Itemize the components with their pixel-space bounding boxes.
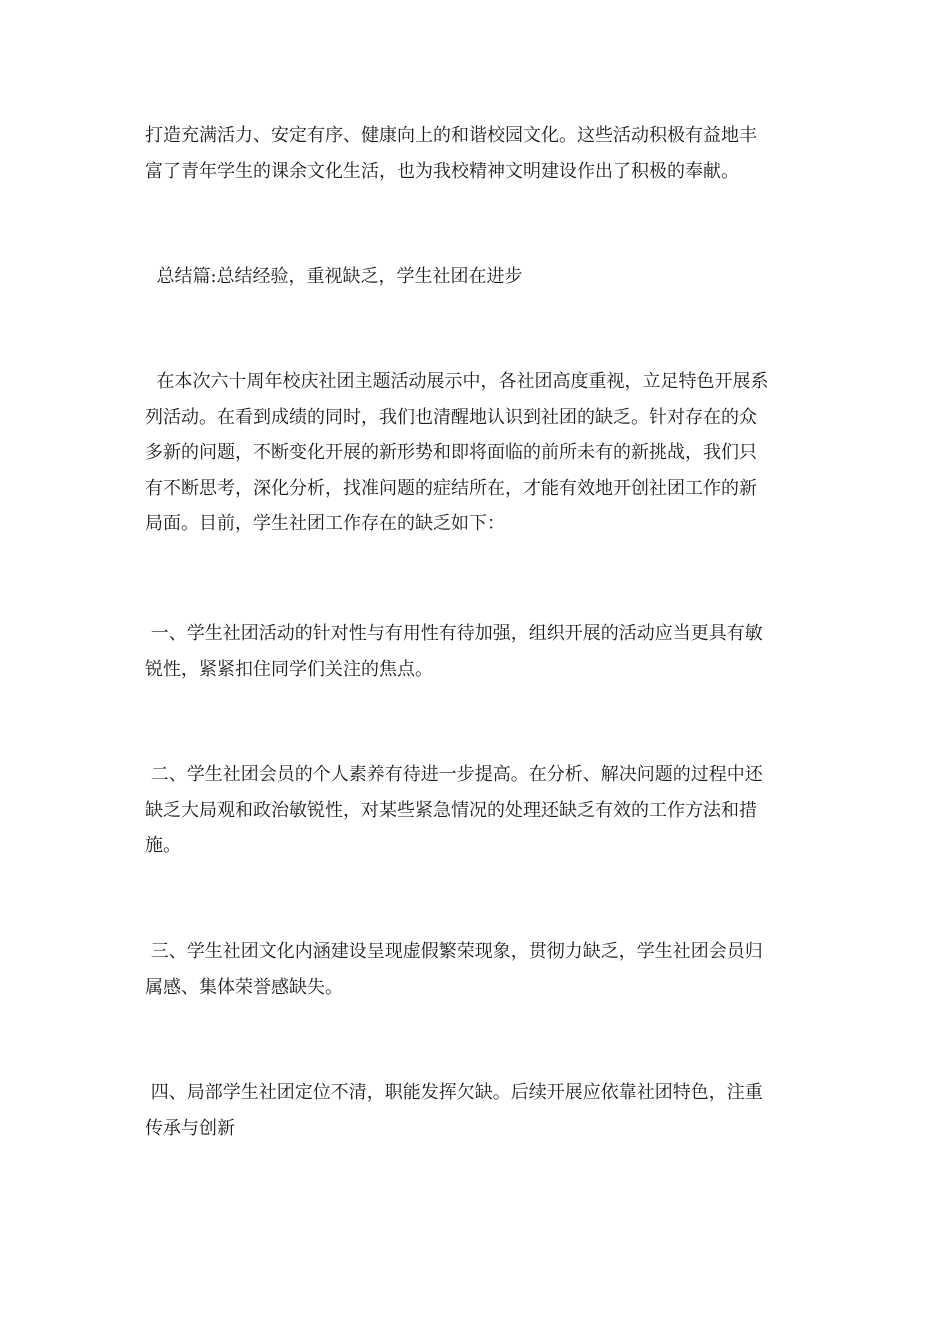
text-line: 局面。目前，学生社团工作存在的缺乏如下： (145, 513, 505, 534)
paragraph-point-1 (145, 616, 810, 687)
text-line: 富了青年学生的课余文化生活，也为我校精神文明建设作出了积极的奉献。 (145, 160, 739, 182)
text-line: 一、学生社团活动的针对性与有用性有待加强，组织开展的活动应当更具有敏 (145, 623, 763, 644)
section-heading (145, 259, 810, 295)
text-line: 列活动。在看到成绩的同时，我们也清醒地认识到社团的缺乏。针对存在的众 (145, 406, 757, 428)
text-line: 施。 (145, 835, 181, 856)
paragraph-overview (145, 364, 810, 542)
text-line: 锐性，紧紧扣住同学们关注的焦点。 (145, 658, 433, 680)
text-line: 多新的问题，不断变化开展的新形势和即将面临的前所未有的新挑战，我们只 (145, 442, 757, 463)
paragraph-intro-end (145, 118, 810, 189)
paragraph-point-3 (145, 934, 810, 1005)
text-line: 二、学生社团会员的个人素养有待进一步提高。在分析、解决问题的过程中还 (145, 764, 763, 785)
text-line: 有不断思考，深化分析，找准问题的症结所在，才能有效地开创社团工作的新 (145, 477, 757, 499)
heading-text: 总结篇:总结经验，重视缺乏，学生社团在进步 (145, 266, 523, 287)
text-line: 缺乏大局观和政治敏锐性，对某些紧急情况的处理还缺乏有效的工作方法和措 (145, 799, 757, 821)
text-line: 传承与创新 (145, 1117, 235, 1139)
text-line: 四、局部学生社团定位不清，职能发挥欠缺。后续开展应依靠社团特色，注重 (145, 1082, 763, 1103)
paragraph-point-4 (145, 1075, 810, 1146)
text-line: 三、学生社团文化内涵建设呈现虚假繁荣现象，贯彻力缺乏，学生社团会员归 (145, 941, 763, 962)
text-line: 打造充满活力、安定有序、健康向上的和谐校园文化。这些活动积极有益地丰 (145, 125, 757, 146)
paragraph-point-2 (145, 757, 810, 864)
text-line: 属感、集体荣誉感缺失。 (145, 976, 343, 998)
text-line: 在本次六十周年校庆社团主题活动展示中，各社团高度重视，立足特色开展系 (145, 371, 769, 392)
